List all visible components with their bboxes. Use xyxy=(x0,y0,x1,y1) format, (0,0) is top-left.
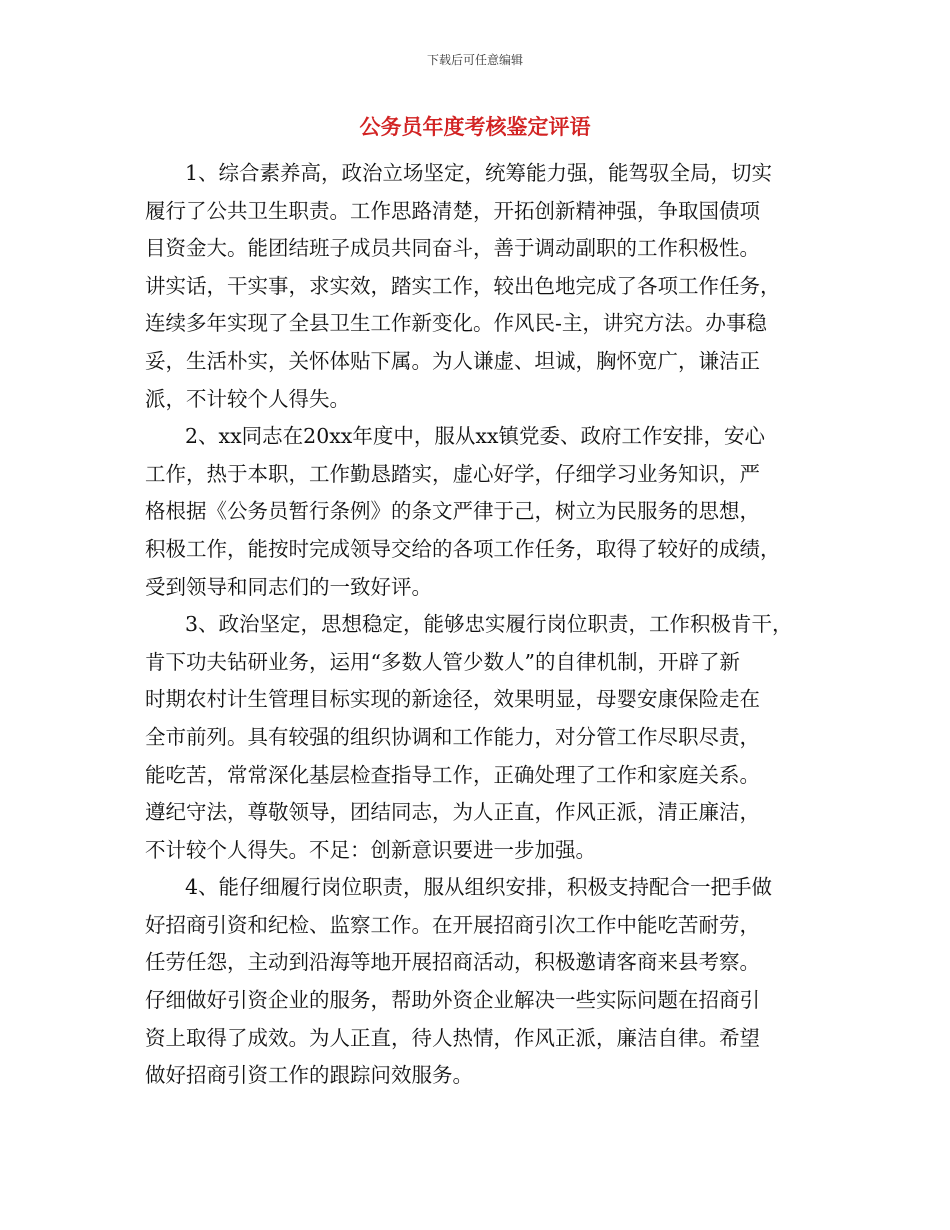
paragraph-line: 3、政治坚定，思想稳定，能够忠实履行岗位职责，工作积极肯干， xyxy=(185,612,793,637)
paragraph-line: 资上取得了成效。为人正直，待人热情，作风正派，廉洁自律。希望 xyxy=(145,1025,760,1050)
paragraph-line: 做好招商引资工作的跟踪问效服务。 xyxy=(145,1063,473,1088)
paragraph-line: 仔细做好引资企业的服务，帮助外资企业解决一些实际问题在招商引 xyxy=(145,988,760,1013)
paragraph-line: 连续多年实现了全县卫生工作新变化。作风民-主，讲究方法。办事稳 xyxy=(145,311,767,336)
paragraph-line: 4、能仔细履行岗位职责，服从组织安排，积极支持配合一把手做 xyxy=(185,875,773,900)
paragraph-line: 任劳任怨，主动到沿海等地开展招商活动，积极邀请客商来县考察。 xyxy=(145,950,760,975)
document-title: 公务员年度考核鉴定评语 xyxy=(359,115,591,139)
document-body xyxy=(145,155,835,1095)
paragraph-line: 肯下功夫钻研业务，运用“多数人管少数人”的自律机制，开辟了新 xyxy=(145,649,740,674)
paragraph-line: 工作，热于本职，工作勤恳踏实，虚心好学，仔细学习业务知识，严 xyxy=(145,461,760,486)
paragraph-line: 受到领导和同志们的一致好评。 xyxy=(145,574,432,599)
paragraph-line: 目资金大。能团结班子成员共同奋斗，善于调动副职的工作积极性。 xyxy=(145,236,760,261)
paragraph-3 xyxy=(145,606,835,869)
paragraph-line: 妥，生活朴实，关怀体贴下属。为人谦虚、坦诚，胸怀宽广，谦洁正 xyxy=(145,348,760,373)
paragraph-line: 全市前列。具有较强的组织协调和工作能力，对分管工作尽职尽责， xyxy=(145,724,760,749)
paragraph-1 xyxy=(145,155,835,418)
paragraph-line: 讲实话，干实事，求实效，踏实工作，较出色地完成了各项工作任务， xyxy=(145,273,781,298)
paragraph-line: 积极工作，能按时完成领导交给的各项工作任务，取得了较好的成绩， xyxy=(145,536,781,561)
paragraph-line: 好招商引资和纪检、监察工作。在开展招商引次工作中能吃苦耐劳， xyxy=(145,912,760,937)
paragraph-4 xyxy=(145,869,835,1095)
paragraph-line: 时期农村计生管理目标实现的新途径，效果明显，母婴安康保险走在 xyxy=(145,687,760,712)
header-note: 下载后可任意编辑 xyxy=(426,53,523,67)
paragraph-line: 遵纪守法，尊敬领导，团结同志，为人正直，作风正派，清正廉洁， xyxy=(145,800,760,825)
paragraph-line: 履行了公共卫生职责。工作思路清楚，开拓创新精神强，争取国债项 xyxy=(145,198,760,223)
paragraph-2 xyxy=(145,418,835,606)
paragraph-line: 能吃苦，常常深化基层检查指导工作，正确处理了工作和家庭关系。 xyxy=(145,762,760,787)
paragraph-line: 不计较个人得失。不足：创新意识要进一步加强。 xyxy=(145,837,596,862)
paragraph-line: 派，不计较个人得失。 xyxy=(145,386,350,411)
paragraph-line: 格根据《公务员暂行条例》的条文严律于己，树立为民服务的思想， xyxy=(145,499,760,524)
paragraph-line: 1、综合素养高，政治立场坚定，统筹能力强，能驾驭全局，切实 xyxy=(185,161,773,185)
paragraph-line: 2、xx同志在20xx年度中，服从xx镇党委、政府工作安排，安心 xyxy=(185,424,765,449)
